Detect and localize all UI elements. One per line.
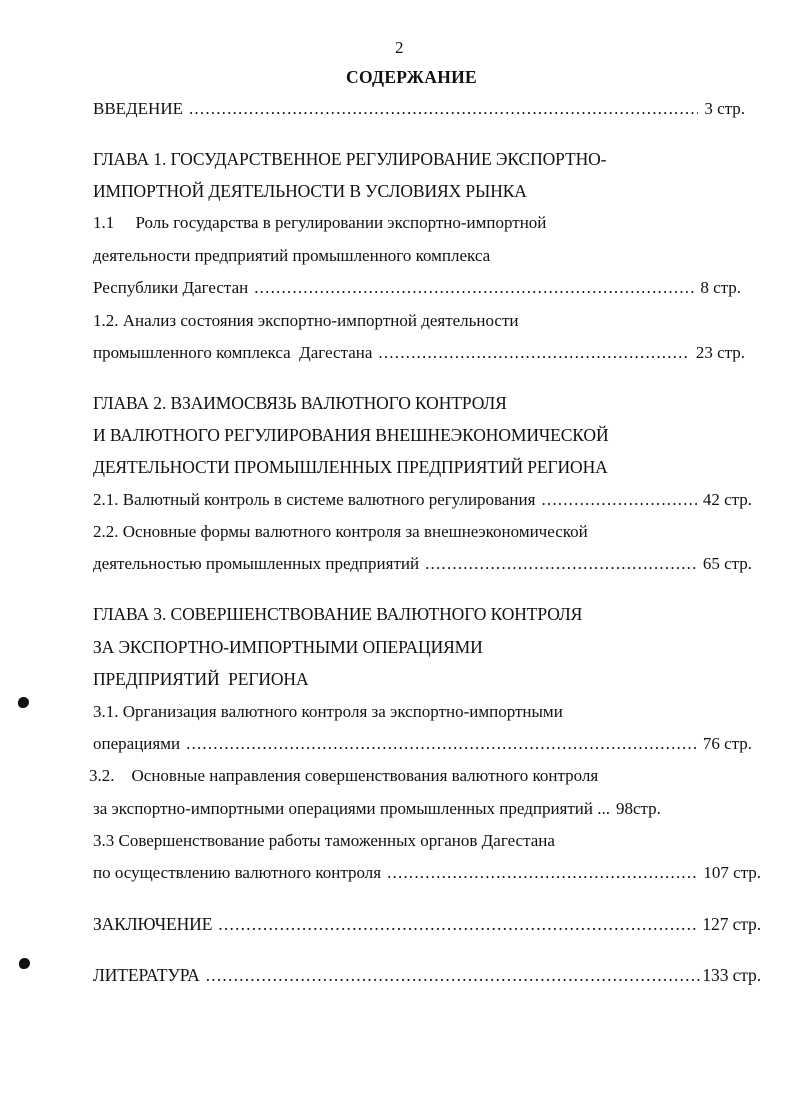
toc-leader-dots (425, 553, 697, 575)
toc-entry-text: Республики Дагестан (93, 278, 249, 297)
toc-entry-page: 133 стр. (702, 965, 761, 985)
page-title: СОДЕРЖАНИЕ (346, 67, 478, 87)
toc-entry-page: 76 стр. (702, 734, 752, 753)
toc-entry-section-2-1[interactable] (93, 489, 752, 511)
toc-leader-dots (186, 733, 697, 755)
toc-leader-dots (206, 964, 701, 986)
toc-leader-dots (189, 98, 698, 120)
toc-leader-dots (254, 277, 694, 299)
toc-entry-intro[interactable] (93, 98, 745, 120)
section-3-3-line1: 3.3 Совершенствование работы таможенных органов Дагестана (93, 831, 555, 850)
toc-entry-text: деятельностью промышленных предприятий (93, 554, 420, 573)
toc-entry-section-1-2[interactable] (93, 342, 745, 364)
section-1-1-line1: 1.1 Роль государства в регулировании экспортно-импортной (93, 213, 547, 232)
toc-entry-page: 65 стр. (702, 554, 752, 573)
chapter2-heading-line3: ДЕЯТЕЛЬНОСТИ ПРОМЫШЛЕННЫХ ПРЕДПРИЯТИЙ РЕГИОНА (93, 457, 608, 477)
toc-entry-page: 107 стр. (703, 863, 761, 882)
punch-hole-mark (18, 697, 29, 708)
toc-entry-section-1-1[interactable] (93, 277, 741, 299)
toc-entry-page: 23 стр. (695, 343, 745, 362)
chapter2-heading-line1: ГЛАВА 2. ВЗАИМОСВЯЗЬ ВАЛЮТНОГО КОНТРОЛЯ (93, 393, 507, 413)
section-3-1-line1: 3.1. Организация валютного контроля за экспортно-импортными (93, 702, 563, 721)
toc-entry-literature[interactable] (93, 964, 761, 986)
toc-entry-section-2-2[interactable] (93, 553, 752, 575)
punch-hole-mark (19, 958, 30, 969)
toc-leader-dots (378, 342, 689, 364)
toc-entry-text: ВВЕДЕНИЕ (93, 99, 183, 118)
toc-leader-dots (387, 862, 697, 884)
section-1-2-line1: 1.2. Анализ состояния экспортно-импортной деятельности (93, 311, 519, 330)
toc-entry-page: 42 стр. (702, 490, 752, 509)
toc-entry-text: за экспортно-импортными операциями промышленных предприятий ... (93, 799, 610, 818)
chapter1-heading-line2: ИМПОРТНОЙ ДЕЯТЕЛЬНОСТИ В УСЛОВИЯХ РЫНКА (93, 181, 527, 201)
toc-entry-page: 127 стр. (702, 914, 761, 934)
toc-entry-text: ЗАКЛЮЧЕНИЕ (93, 914, 213, 934)
toc-leader-dots (541, 489, 696, 511)
section-3-2-line1: 3.2. Основные направления совершенствования валютного контроля (89, 766, 599, 785)
section-2-2-line1: 2.2. Основные формы валютного контроля за внешнеэкономической (93, 522, 588, 541)
toc-entry-page: 8 стр. (700, 278, 741, 297)
toc-entry-section-3-1[interactable] (93, 733, 752, 755)
toc-entry-section-3-3[interactable] (93, 862, 761, 884)
page-number: 2 (395, 38, 404, 57)
toc-entry-page: 98стр. (616, 799, 661, 818)
toc-entry-text: операциями (93, 734, 181, 753)
toc-entry-text: ЛИТЕРАТУРА (93, 965, 200, 985)
chapter2-heading-line2: И ВАЛЮТНОГО РЕГУЛИРОВАНИЯ ВНЕШНЕЭКОНОМИЧЕСКОЙ (93, 425, 609, 445)
toc-entry-conclusion[interactable] (93, 913, 761, 935)
chapter3-heading-line1: ГЛАВА 3. СОВЕРШЕНСТВОВАНИЕ ВАЛЮТНОГО КОНТРОЛЯ (93, 604, 583, 624)
chapter3-heading-line3: ПРЕДПРИЯТИЙ РЕГИОНА (93, 669, 309, 689)
toc-leader-dots (218, 913, 696, 935)
toc-entry-section-3-2[interactable] (93, 798, 751, 820)
toc-entry-text: 2.1. Валютный контроль в системе валютного регулирования (93, 490, 536, 509)
toc-entry-text: по осуществлению валютного контроля (93, 863, 382, 882)
chapter3-heading-line2: ЗА ЭКСПОРТНО-ИМПОРТНЫМИ ОПЕРАЦИЯМИ (93, 637, 483, 657)
chapter1-heading-line1: ГЛАВА 1. ГОСУДАРСТВЕННОЕ РЕГУЛИРОВАНИЕ ЭКСПОРТНО- (93, 149, 607, 169)
toc-entry-text: промышленного комплекса Дагестана (93, 343, 373, 362)
section-1-1-line2: деятельности предприятий промышленного комплекса (93, 246, 491, 265)
toc-entry-page: 3 стр. (704, 99, 745, 118)
